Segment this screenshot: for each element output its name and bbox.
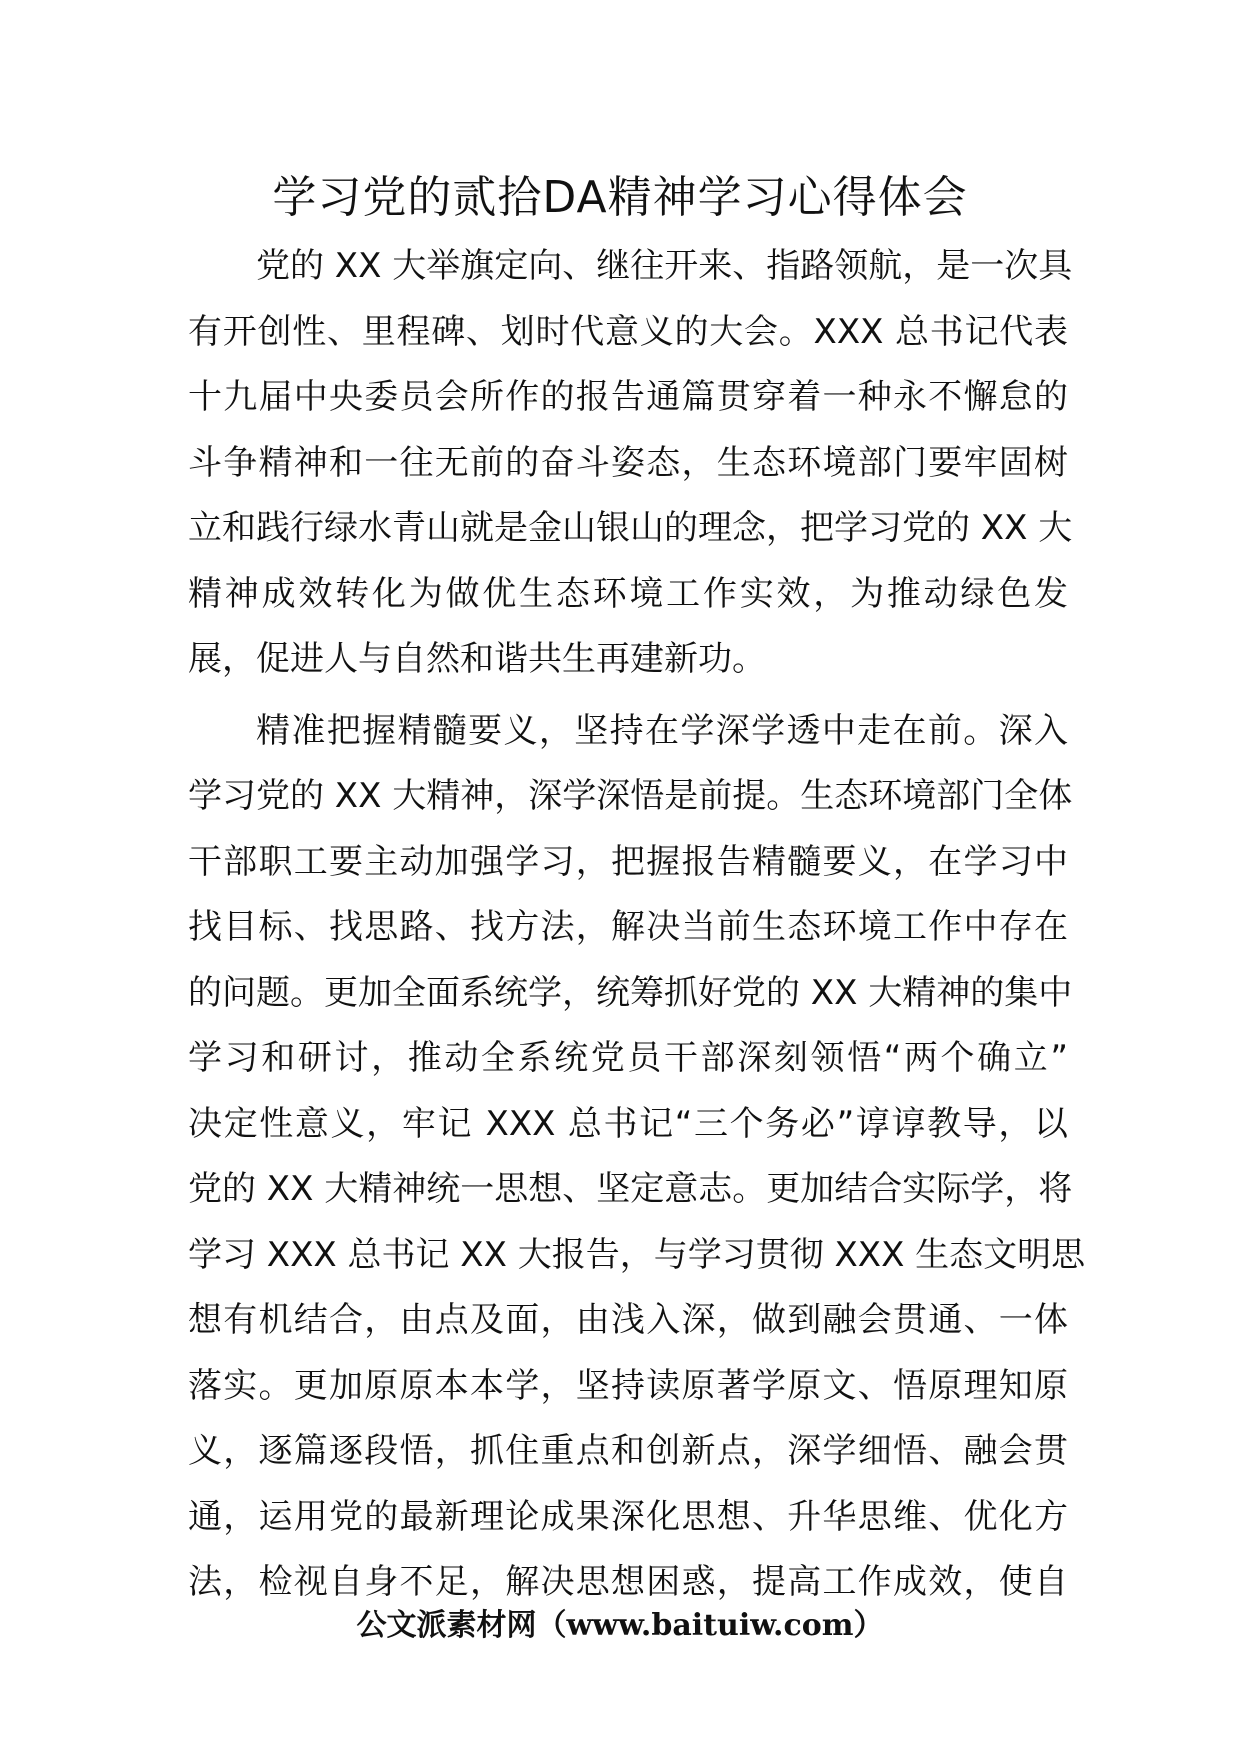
- text-line: 精神成效转化为做优生态环境工作实效，为推动绿色发: [188, 573, 1068, 614]
- text-line: 义，逐篇逐段悟，抓住重点和创新点，深学细悟、融会贯: [188, 1431, 1068, 1471]
- document-body: [188, 234, 1086, 1616]
- paragraph-2: [188, 699, 1086, 1616]
- text-line: 斗争精神和一往无前的奋斗姿态，生态环境部门要牢固树: [188, 442, 1068, 483]
- text-line: 十九届中央委员会所作的报告通篇贯穿着一种永不懈怠的: [188, 377, 1068, 417]
- text-line: 党的 XX 大精神统一思想、坚定意志。更加结合实际学，将: [188, 1169, 1073, 1209]
- text-line: 党的 XX 大举旗定向、继往开来、指路领航，是一次具: [256, 246, 1073, 286]
- text-line: 有开创性、里程碑、划时代意义的大会。XXX 总书记代表: [188, 311, 1068, 352]
- text-line: 干部职工要主动加强学习，把握报告精髓要义，在学习中: [188, 841, 1068, 882]
- text-line: 落实。更加原原本本学，坚持读原著学原文、悟原理知原: [188, 1365, 1068, 1406]
- document-title: 学习党的贰拾DA精神学习心得体会: [272, 172, 968, 223]
- text-line: 展，促进人与自然和谐共生再建新功。: [188, 639, 766, 679]
- text-line: 立和践行绿水青山就是金山银山的理念，把学习党的 XX 大: [188, 508, 1073, 548]
- text-line: 想有机结合，由点及面，由浅入深，做到融会贯通、一体: [188, 1300, 1068, 1340]
- text-line: 学习党的 XX 大精神，深学深悟是前提。生态环境部门全体: [188, 776, 1073, 816]
- text-line: 学习 XXX 总书记 XX 大报告，与学习贯彻 XXX 生态文明思: [188, 1234, 1086, 1275]
- text-line: 找目标、找思路、找方法，解决当前生态环境工作中存在: [188, 907, 1068, 947]
- text-line: 法，检视自身不足，解决思想困惑，提高工作成效，使自: [188, 1562, 1068, 1602]
- text-line: 精准把握精髓要义，坚持在学深学透中走在前。深入: [256, 710, 1068, 751]
- paragraph-1: [188, 234, 1073, 693]
- text-line: 学习和研讨，推动全系统党员干部深刻领悟“两个确立”: [188, 1038, 1068, 1078]
- text-line: 通，运用党的最新理论成果深化思想、升华思维、优化方: [188, 1496, 1068, 1537]
- text-line: 决定性意义，牢记 XXX 总书记“三个务必”谆谆教导，以: [188, 1103, 1068, 1144]
- text-line: 的问题。更加全面系统学，统筹抓好党的 XX 大精神的集中: [188, 972, 1073, 1013]
- footer-watermark: 公文派素材网（www.baituiw.com）: [356, 1608, 884, 1643]
